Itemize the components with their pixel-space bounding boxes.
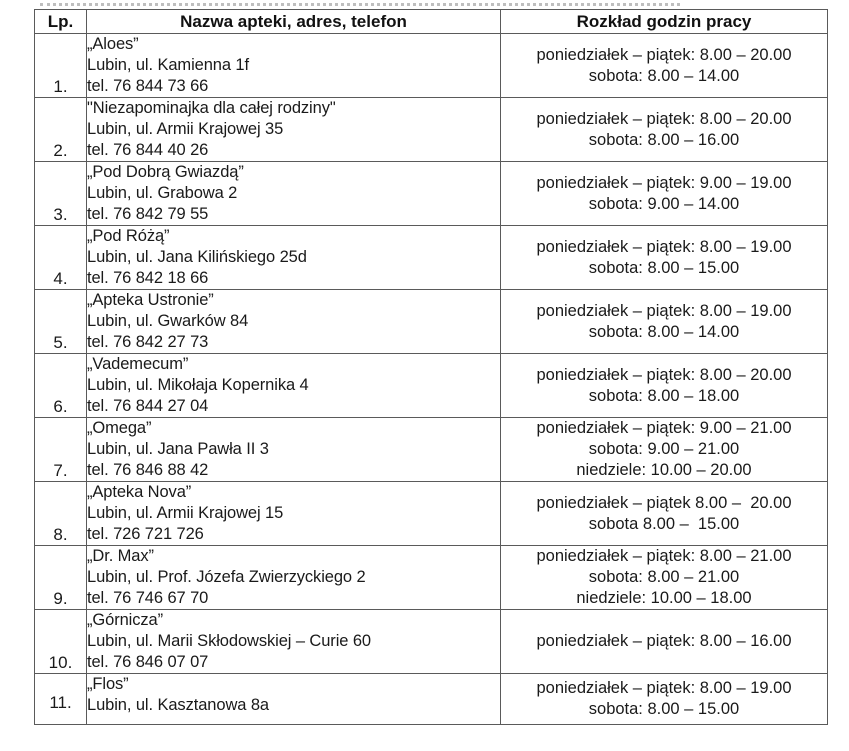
- pharmacy-info-cell: [87, 290, 501, 354]
- pharmacy-name: „Flos”: [87, 675, 129, 693]
- opening-hours-line: sobota: 8.00 – 14.00: [588, 322, 740, 341]
- pharmacy-info-cell: [87, 98, 501, 162]
- row-number: 2.: [35, 98, 87, 162]
- pharmacy-info-cell: [87, 226, 501, 290]
- pharmacy-name: "Niezapominajka dla całej rodziny": [87, 99, 336, 117]
- opening-hours-line: poniedziałek – piątek: 8.00 – 19.00: [536, 301, 792, 320]
- pharmacy-name: „Dr. Max”: [87, 547, 154, 565]
- row-number: 6.: [35, 354, 87, 418]
- opening-hours-line: niedziele: 10.00 – 20.00: [576, 461, 752, 479]
- pharmacy-address: Lubin, ul. Kamienna 1f: [87, 56, 249, 74]
- opening-hours-cell: [501, 482, 828, 546]
- pharmacy-phone: tel. 76 846 88 42: [87, 461, 209, 479]
- pharmacy-name: „Pod Różą”: [87, 227, 170, 245]
- cropped-text-line: [40, 0, 680, 6]
- opening-hours-cell: [501, 98, 828, 162]
- opening-hours-line: sobota: 9.00 – 21.00: [588, 440, 740, 458]
- opening-hours-line: poniedziałek – piątek 8.00 – 20.00: [536, 493, 792, 512]
- opening-hours-line: sobota: 9.00 – 14.00: [588, 194, 740, 213]
- pharmacy-address: Lubin, ul. Mikołaja Kopernika 4: [87, 376, 309, 394]
- header-hours: Rozkład godzin pracy: [501, 10, 828, 34]
- pharmacy-address: Lubin, ul. Grabowa 2: [87, 184, 238, 202]
- row-number: 3.: [35, 162, 87, 226]
- pharmacy-phone: tel. 76 842 18 66: [87, 269, 209, 287]
- opening-hours-cell: [501, 290, 828, 354]
- pharmacy-phone: tel. 76 844 40 26: [87, 141, 209, 159]
- table-row: [35, 482, 828, 546]
- table-header-row: [35, 10, 828, 34]
- pharmacy-phone: tel. 76 844 27 04: [87, 397, 209, 415]
- pharmacy-address: Lubin, ul. Armii Krajowej 15: [87, 504, 284, 522]
- table-row: [35, 610, 828, 674]
- opening-hours-cell: [501, 610, 828, 674]
- opening-hours-cell: [501, 162, 828, 226]
- opening-hours-line: sobota: 8.00 – 15.00: [588, 258, 740, 277]
- opening-hours-cell: [501, 546, 828, 610]
- row-number: 10.: [35, 610, 87, 674]
- header-name: Nazwa apteki, adres, telefon: [87, 10, 501, 34]
- pharmacy-phone: tel. 76 842 27 73: [87, 333, 209, 351]
- pharmacy-info-cell: [87, 162, 501, 226]
- pharmacy-name: „Omega”: [87, 419, 152, 437]
- header-lp: Lp.: [35, 10, 87, 34]
- pharmacy-address: Lubin, ul. Jana Kilińskiego 25d: [87, 248, 307, 266]
- table-row: [35, 34, 828, 98]
- row-number: 1.: [35, 34, 87, 98]
- opening-hours-line: sobota 8.00 – 15.00: [588, 514, 740, 533]
- opening-hours-cell: [501, 418, 828, 482]
- opening-hours-line: poniedziałek – piątek: 8.00 – 20.00: [536, 365, 792, 384]
- pharmacy-address: Lubin, ul. Armii Krajowej 35: [87, 120, 284, 138]
- pharmacy-info-cell: [87, 482, 501, 546]
- pharmacy-info-cell: [87, 418, 501, 482]
- pharmacy-hours-table: [34, 9, 828, 725]
- pharmacy-address: Lubin, ul. Jana Pawła II 3: [87, 440, 269, 458]
- pharmacy-address: Lubin, ul. Marii Skłodowskiej – Curie 60: [87, 632, 371, 650]
- table-row: [35, 226, 828, 290]
- table-row: [35, 674, 828, 725]
- pharmacy-phone: tel. 76 842 79 55: [87, 205, 209, 223]
- row-number: 5.: [35, 290, 87, 354]
- row-number: 4.: [35, 226, 87, 290]
- pharmacy-phone: tel. 76 844 73 66: [87, 77, 209, 95]
- opening-hours-line: poniedziałek – piątek: 8.00 – 21.00: [536, 547, 792, 565]
- pharmacy-address: Lubin, ul. Gwarków 84: [87, 312, 249, 330]
- opening-hours-line: niedziele: 10.00 – 18.00: [576, 589, 752, 607]
- row-number: 11.: [35, 674, 87, 725]
- opening-hours-cell: [501, 354, 828, 418]
- opening-hours-cell: [501, 674, 828, 725]
- pharmacy-name: „Aloes”: [87, 35, 139, 53]
- opening-hours-line: poniedziałek – piątek: 8.00 – 20.00: [536, 45, 792, 64]
- opening-hours-line: poniedziałek – piątek: 9.00 – 19.00: [536, 173, 792, 192]
- pharmacy-phone: tel. 76 846 07 07: [87, 653, 209, 671]
- opening-hours-line: poniedziałek – piątek: 8.00 – 16.00: [536, 632, 792, 650]
- opening-hours-line: poniedziałek – piątek: 9.00 – 21.00: [536, 419, 792, 437]
- pharmacy-info-cell: [87, 674, 501, 725]
- pharmacy-info-cell: [87, 546, 501, 610]
- table-row: [35, 98, 828, 162]
- pharmacy-name: „Apteka Nova”: [87, 483, 192, 501]
- opening-hours-line: poniedziałek – piątek: 8.00 – 20.00: [536, 109, 792, 128]
- opening-hours-cell: [501, 226, 828, 290]
- pharmacy-phone: tel. 76 746 67 70: [87, 589, 209, 607]
- pharmacy-name: „Górnicza”: [87, 611, 164, 629]
- pharmacy-address: Lubin, ul. Kasztanowa 8a: [87, 696, 269, 714]
- row-number: 7.: [35, 418, 87, 482]
- pharmacy-phone: tel. 726 721 726: [87, 525, 204, 543]
- table-row: [35, 290, 828, 354]
- table-row: [35, 354, 828, 418]
- table-row: [35, 546, 828, 610]
- pharmacy-name: „Vademecum”: [87, 355, 189, 373]
- pharmacy-address: Lubin, ul. Prof. Józefa Zwierzyckiego 2: [87, 568, 366, 586]
- opening-hours-line: sobota: 8.00 – 21.00: [588, 568, 740, 586]
- opening-hours-line: sobota: 8.00 – 14.00: [588, 66, 740, 85]
- pharmacy-name: „Pod Dobrą Gwiazdą”: [87, 163, 244, 181]
- opening-hours-line: poniedziałek – piątek: 8.00 – 19.00: [536, 237, 792, 256]
- table-row: [35, 418, 828, 482]
- pharmacy-info-cell: [87, 354, 501, 418]
- opening-hours-line: sobota: 8.00 – 16.00: [588, 130, 740, 149]
- table-row: [35, 162, 828, 226]
- opening-hours-cell: [501, 34, 828, 98]
- opening-hours-line: poniedziałek – piątek: 8.00 – 19.00: [536, 679, 792, 697]
- pharmacy-name: „Apteka Ustronie”: [87, 291, 214, 309]
- row-number: 9.: [35, 546, 87, 610]
- opening-hours-line: sobota: 8.00 – 15.00: [588, 700, 740, 718]
- pharmacy-info-cell: [87, 34, 501, 98]
- pharmacy-info-cell: [87, 610, 501, 674]
- opening-hours-line: sobota: 8.00 – 18.00: [588, 386, 740, 405]
- row-number: 8.: [35, 482, 87, 546]
